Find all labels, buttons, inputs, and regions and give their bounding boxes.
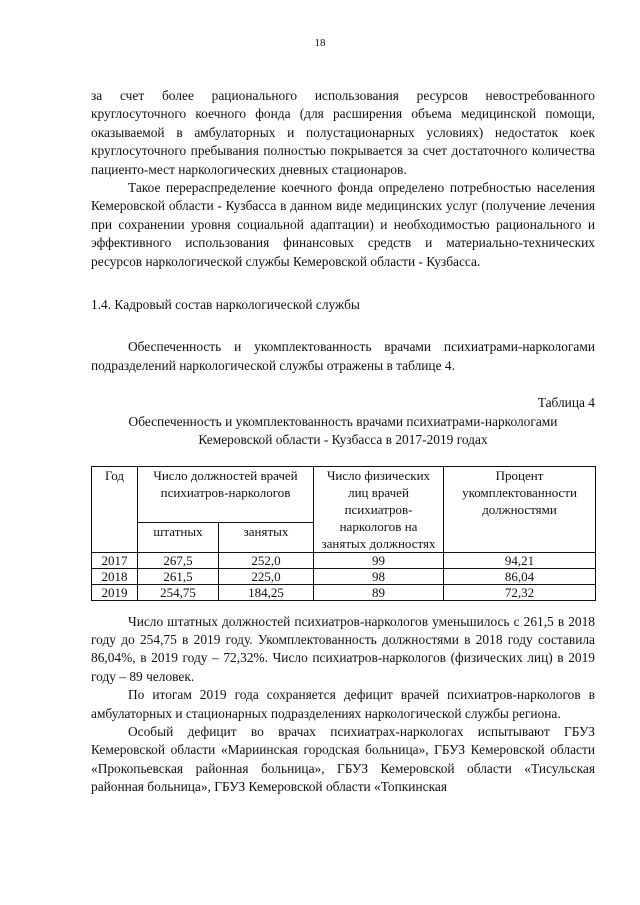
- paragraph-4: Число штатных должностей психиатров-наркологов уменьшилось с 261,5 в 2018 году до 254,75 в 2019 году. Укомплектованность должностями в 2018 году составила 86,04%, в 2019 году – 72,32%. Число психиатров-наркологов (физических лиц) в 2019 году – 89 человек.: [91, 613, 595, 684]
- table-row: [92, 552, 596, 568]
- cell-year: 2018: [92, 568, 138, 584]
- cell-staff: 261,5: [138, 568, 219, 584]
- cell-persons: 89: [314, 584, 444, 600]
- cell-year: 2017: [92, 552, 138, 568]
- header-staff: штатных: [138, 523, 219, 552]
- cell-occupied: 225,0: [219, 568, 314, 584]
- cell-year: 2019: [92, 584, 138, 600]
- paragraph-1: за счет более рационального использования ресурсов невостребованного круглосуточного коечного фонда (для расширения объема медицинской помощи, оказываемой в амбулаторных и полустационарных условиях) недостаток коек круглосуточного пребывания полностью покрывается за счет достаточного количества пациенто-мест наркологических дневных стационаров.: [91, 88, 595, 177]
- table-title: Обеспеченность и укомплектованность врачами психиатрами-наркологами Кемеровской области - Кузбасса в 2017-2019 годах: [128, 413, 558, 448]
- page-content: [91, 87, 595, 797]
- cell-staff: 254,75: [138, 584, 219, 600]
- table-label: Таблица 4: [537, 395, 595, 411]
- header-persons: Число физических лиц врачей психиатров-наркологов на занятых должностях: [314, 466, 444, 552]
- cell-staff: 267,5: [138, 552, 219, 568]
- paragraph-3: Обеспеченность и укомплектованность врачами психиатрами-наркологами подразделений наркологической службы отражены в таблице 4.: [91, 339, 595, 373]
- table-row: [92, 584, 596, 600]
- cell-percent: 94,21: [444, 552, 596, 568]
- header-percent: Процент укомплектованности должностями: [444, 466, 596, 552]
- section-heading: 1.4. Кадровый состав наркологической службы: [91, 297, 360, 313]
- cell-percent: 86,04: [444, 568, 596, 584]
- header-occupied: занятых: [219, 523, 314, 552]
- staffing-table: [91, 466, 596, 601]
- cell-persons: 98: [314, 568, 444, 584]
- cell-percent: 72,32: [444, 584, 596, 600]
- header-year: Год: [92, 466, 138, 552]
- cell-persons: 99: [314, 552, 444, 568]
- table-header-row: [92, 466, 596, 523]
- cell-occupied: 252,0: [219, 552, 314, 568]
- header-positions: Число должностей врачей психиатров-наркологов: [138, 466, 314, 523]
- page-number: 18: [314, 37, 326, 49]
- paragraph-2: Такое перераспределение коечного фонда определено потребностью населения Кемеровской области - Кузбасса в данном виде медицинских услуг (получение лечения при сохранении уровня социальной адаптации) и необходимостью рационального и эффективного использования финансовых средств и материально-технических ресурсов наркологической службы Кемеровской области - Кузбасса.: [91, 180, 595, 269]
- table-row: [92, 568, 596, 584]
- paragraph-6: Особый дефицит во врачах психиатрах-наркологах испытывают ГБУЗ Кемеровской области «Мариинская городская больница», ГБУЗ Кемеровской области «Прокопьевская районная больница», ГБУЗ Кемеровской области «Тисульская районная больница», ГБУЗ Кемеровской области «Топкинская: [91, 723, 595, 795]
- paragraph-5: По итогам 2019 года сохраняется дефицит врачей психиатров-наркологов в амбулаторных и стационарных подразделениях наркологической службы региона.: [91, 687, 595, 721]
- cell-occupied: 184,25: [219, 584, 314, 600]
